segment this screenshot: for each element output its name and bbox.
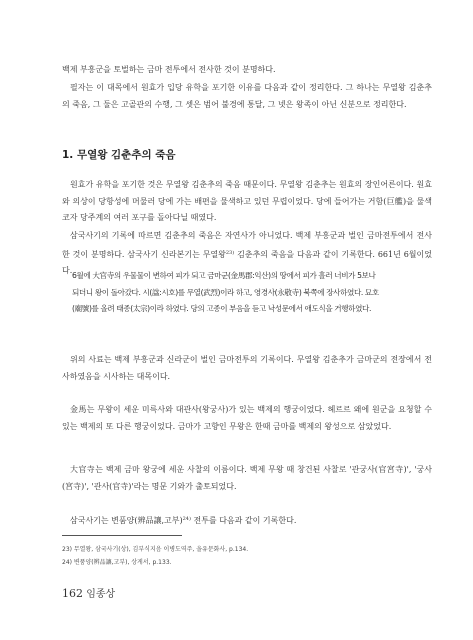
footnote-divider (62, 535, 182, 536)
page-folio (62, 585, 115, 600)
body-paragraph-6: 金馬는 무왕이 세운 미륵사와 대관사(왕궁사)가 있는 백제의 행궁이었다. 헤르르 왜에 원군을 요청할 수 있는 백제의 또 다른 행궁이었다. 금마가 고향인 무왕은 한때 금마를 백제의 왕성으로 삼았었다. (62, 405, 432, 431)
body-paragraph-4-text-b: 김춘추의 죽음을 다음과 같이 기록한다. 661년 6월이었다. (62, 249, 432, 275)
body-paragraph-8-text-b: 전투를 다음과 같이 기록한다. (190, 516, 297, 525)
body-paragraph-2: 필자는 이 대목에서 원효가 입당 유학을 포기한 이유를 다음과 같이 정리한다. 그 하나는 무열왕 김춘추의 죽음, 그 둘은 고골관의 수행, 그 셋은 범어 불경에 통달, 그 넷은 왕족이 아닌 신분으로 정리한다. (62, 83, 432, 109)
body-paragraph-3: 원효가 유학을 포기한 것은 무열왕 김춘추의 죽음 때문이다. 무열왕 김춘추는 원효의 장인어른이다. 원효와 의상이 당항성에 머물러 당에 가는 배편을 물색하고 있던 무렵이었다. 당에 들어가는 거함(巨艦)을 물색코자 당주계의 여러 포구를 돌아다닐 때였다. (62, 180, 432, 222)
page-number: 162 (62, 587, 83, 600)
body-paragraph-8-text-a: 삼국사기는 변품양(辨品讓,고부) (70, 516, 183, 525)
block-quote (72, 268, 430, 318)
body-paragraph-8 (62, 511, 432, 530)
body-paragraph-1: 백제 부흥군을 토벌하는 금마 전투에서 전사한 것이 분명하다. (62, 65, 276, 74)
body-paragraph-4-text-a: 삼국사기의 기록에 따르면 김춘추의 죽음은 자연사가 아니었다. 백제 부흥군과 벌인 금마전투에서 전사한 것이 분명하다. 삼국사기 신라본기는 무열왕 (62, 231, 432, 259)
running-author: 임종상 (86, 589, 116, 600)
quote-line: 되더니 왕이 돌아갔다. 시(諡:시호)를 무열(武烈)이라 하고, 영경사(永敬寺) 북쪽에 장사하였다. 묘호 (72, 287, 379, 297)
footnote-23: 23) 무열왕, 삼국사기(상), 김부식지음 이병도역주, 을유문화사, p.134. (62, 546, 249, 553)
footnote-24: 24) 변품양(辨品讓,고부), 상게서, p.133. (62, 559, 172, 566)
body-paragraph-5: 위의 사료는 백제 부흥군과 신라군이 벌인 금마전투의 기록이다. 무열왕 김춘추가 금마군의 전장에서 전사하였음을 시사하는 대목이다. (62, 355, 432, 381)
quote-line: 6월에 大官寺의 우물물이 변하여 피가 되고 금마군(金馬郡:익산)의 땅에서 피가 흘러 너비가 5보나 (72, 271, 376, 280)
body-paragraph-7: 大官寺는 백제 금마 왕궁에 세운 사찰의 이름이다. 백제 무왕 때 창건된 사찰로 '관궁사(官宮寺)', '궁사(宮寺)', '관사(官寺)'라는 명문 기와가 출토되었다. (62, 465, 432, 491)
footnote-ref-24: 24) (182, 516, 191, 522)
section-heading: 1. 무열왕 김춘추의 죽음 (62, 149, 176, 161)
footnote-ref-23: 23) (225, 249, 235, 256)
quote-line: (廟號)를 올려 태종(太宗)이라 하였다. 당의 고종이 부음을 듣고 낙성문에서 애도식을 거행하였다. (72, 304, 371, 313)
